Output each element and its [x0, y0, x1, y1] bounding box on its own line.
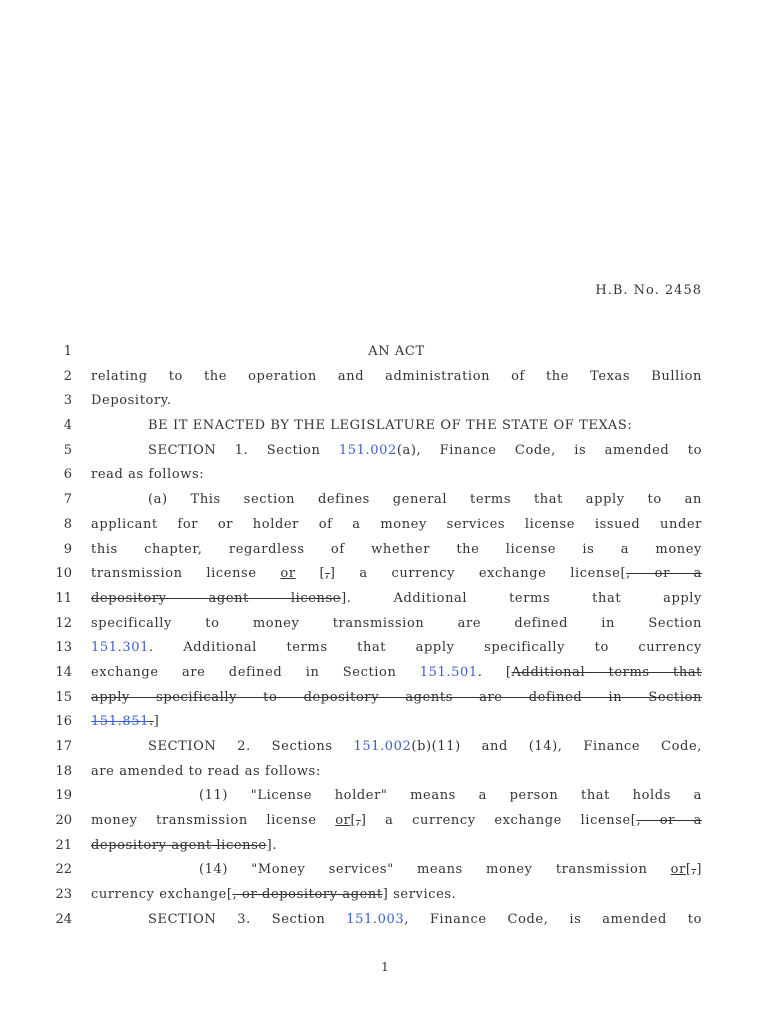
- line-number: 17: [55, 739, 72, 754]
- line-number: 22: [55, 862, 72, 878]
- line-number: 21: [55, 837, 72, 853]
- page-number: 1: [381, 960, 389, 974]
- text-segment: ] a currency exchange license[: [329, 566, 627, 582]
- deleted-text: .: [148, 714, 154, 730]
- line-number: 14: [55, 664, 72, 680]
- text-segment: SECTION 2. Sections: [148, 739, 354, 754]
- text-line: [0, 541, 770, 566]
- text-segment: exchange are defined in Section: [91, 664, 420, 680]
- text-line: [0, 763, 770, 788]
- deleted-text: Additional terms that: [511, 664, 703, 680]
- line-number: 4: [63, 418, 72, 434]
- text-line: [0, 861, 770, 886]
- text-segment: ]: [153, 714, 160, 730]
- deleted-text: ,: [325, 566, 330, 582]
- text-segment: [: [295, 566, 326, 582]
- text-line: [0, 466, 770, 491]
- section-link[interactable]: 151.002: [338, 442, 397, 458]
- line-number: 15: [55, 689, 72, 705]
- inserted-text: or: [280, 566, 296, 582]
- text-segment: (14) "Money services" means money transmission: [199, 862, 671, 878]
- text-line: [0, 417, 770, 442]
- line-text: applicant for or holder of a money services license issued under: [91, 516, 702, 532]
- section-link[interactable]: 151.301: [91, 640, 149, 656]
- line-number: 19: [55, 788, 72, 804]
- inserted-text: or: [670, 862, 686, 878]
- text-line: [0, 812, 770, 837]
- line-number: 24: [55, 911, 72, 927]
- text-line: [0, 392, 770, 417]
- text-line: [0, 491, 770, 516]
- line-number: 2: [63, 368, 72, 384]
- deleted-text: depository agent license: [91, 837, 267, 853]
- deleted-text: , or a: [626, 566, 703, 582]
- text-line: [0, 639, 770, 664]
- line-text: (11) "License holder" means a person that holds a: [199, 788, 702, 804]
- text-segment: money transmission license: [91, 813, 336, 829]
- bill-number: H.B. No. 2458: [595, 283, 702, 298]
- line-number: 11: [55, 590, 72, 606]
- line-number: 16: [55, 714, 72, 730]
- text-line: [0, 565, 770, 590]
- line-number: 7: [63, 492, 72, 508]
- line-text: [91, 713, 702, 731]
- text-segment: ] services.: [382, 887, 457, 903]
- line-text: [91, 565, 702, 583]
- line-number: 10: [55, 566, 72, 582]
- line-text: [91, 639, 702, 657]
- line-number: 12: [55, 615, 72, 631]
- text-segment: ]: [696, 862, 702, 878]
- line-text: [91, 738, 702, 756]
- act-title: AN ACT: [368, 344, 425, 359]
- deleted-text: , or a: [636, 813, 702, 829]
- deleted-text: depository agent license: [91, 590, 342, 606]
- text-segment: . [: [477, 664, 512, 680]
- text-line: [0, 689, 770, 714]
- line-number: 3: [63, 393, 72, 409]
- text-line: [0, 442, 770, 467]
- line-text: this chapter, regardless of whether the license is a money: [91, 541, 702, 557]
- text-segment: . Additional terms that apply specifically to currency: [148, 640, 702, 656]
- line-text: [91, 886, 702, 904]
- text-line: [0, 837, 770, 862]
- line-text: [91, 442, 702, 460]
- text-segment: , Finance Code, is amended to: [404, 911, 703, 927]
- line-text: [91, 664, 702, 682]
- line-text: relating to the operation and administration of the Texas Bullion: [91, 368, 702, 384]
- deleted-text: , or depository agent: [232, 887, 383, 903]
- text-segment: ].: [266, 837, 278, 853]
- text-line: [0, 516, 770, 541]
- line-text: [91, 861, 702, 879]
- text-segment: [: [685, 862, 692, 878]
- enacting-clause: BE IT ENACTED BY THE LEGISLATURE OF THE STATE OF TEXAS:: [148, 418, 633, 434]
- line-number: 1: [63, 344, 72, 359]
- inserted-text: or: [335, 813, 351, 829]
- text-segment: SECTION 1. Section: [148, 442, 339, 458]
- text-segment: currency exchange[: [91, 887, 233, 903]
- text-line: [0, 615, 770, 640]
- deleted-text: ,: [691, 862, 697, 878]
- text-line: [0, 738, 770, 763]
- bill-text: [0, 343, 770, 936]
- text-segment: (b)(11) and (14), Finance Code,: [411, 739, 702, 754]
- section-link[interactable]: 151.002: [353, 739, 412, 754]
- text-segment: ] a currency exchange license[: [360, 813, 637, 829]
- line-number: 18: [55, 763, 72, 779]
- text-segment: ]. Additional terms that apply: [341, 590, 703, 606]
- section-link[interactable]: 151.851: [91, 714, 149, 730]
- text-segment: [: [350, 813, 357, 829]
- line-text: Depository.: [91, 393, 172, 409]
- line-number: 13: [55, 640, 72, 656]
- line-text: [91, 812, 702, 830]
- text-line: [0, 787, 770, 812]
- text-segment: (a), Finance Code, is amended to: [396, 442, 702, 458]
- line-text: [91, 911, 702, 929]
- line-number: 23: [55, 887, 72, 903]
- line-text: read as follows:: [91, 467, 205, 483]
- text-segment: transmission license: [91, 566, 281, 582]
- line-number: 6: [63, 467, 72, 483]
- deleted-text: apply specifically to depository agents are defined in Section: [91, 689, 702, 705]
- line-text: (a) This section defines general terms that apply to an: [148, 492, 702, 508]
- deleted-text: ,: [356, 813, 361, 829]
- text-line: [0, 368, 770, 393]
- text-segment: SECTION 3. Section: [148, 911, 347, 927]
- line-text: are amended to read as follows:: [91, 763, 321, 779]
- line-number: 9: [63, 541, 72, 557]
- line-number: 20: [55, 813, 72, 829]
- section-link[interactable]: 151.003: [346, 911, 405, 927]
- line-number: 8: [63, 516, 72, 532]
- text-line: [0, 590, 770, 615]
- line-text: [91, 590, 702, 608]
- text-line: [0, 713, 770, 738]
- text-line: [0, 886, 770, 911]
- text-line: [0, 911, 770, 936]
- text-line: [0, 664, 770, 689]
- line-number: 5: [63, 442, 72, 458]
- text-line: [0, 343, 770, 368]
- section-link[interactable]: 151.501: [419, 664, 478, 680]
- line-text: [91, 837, 702, 855]
- line-text: specifically to money transmission are defined in Section: [91, 615, 702, 631]
